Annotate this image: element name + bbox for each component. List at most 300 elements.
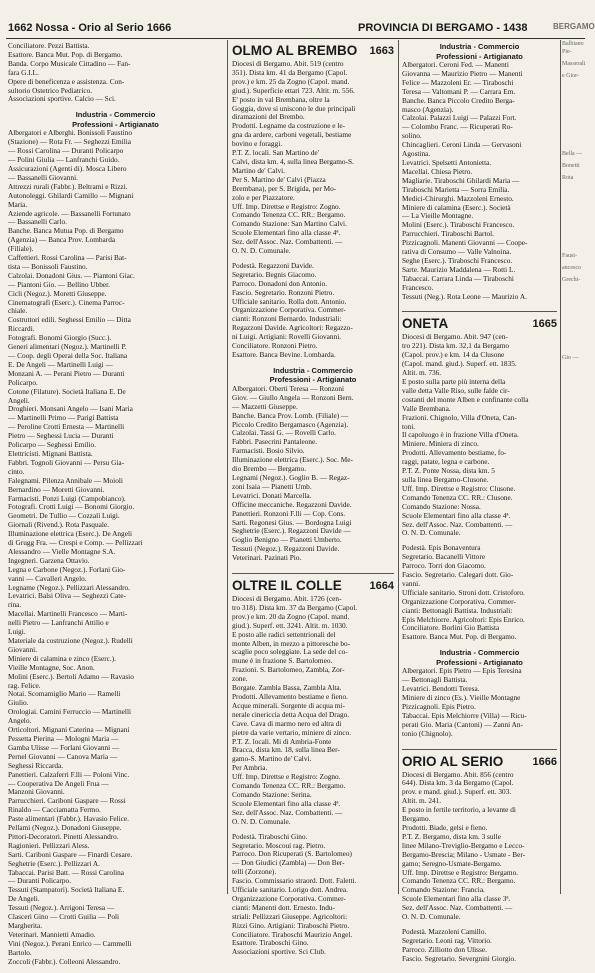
entry-line: Seghessi Riccarda.: [8, 760, 64, 770]
entry-line: Parroco. Zilliotto don Ulisse.: [402, 944, 487, 954]
entry-line: Seghetrie (Eserc.). Pellizzari A.: [8, 858, 100, 868]
entry-line: Sez. dell'Assoc. Naz. Combattenti. —: [402, 519, 513, 529]
entry-line: Levatrici. Donati Marcella.: [232, 490, 312, 500]
entry-line: Cave. Cava di marmo nero ed altra di: [232, 718, 342, 728]
entry-line: (Stazione) — Rota Fr. — Seghezzi Emilia: [8, 137, 132, 147]
entry-line: Paste alimentari (Fabbr.). Havasio Felice.: [8, 814, 129, 824]
entry-line: Orologiai. Camini Ferruccio — Martinelli: [8, 707, 132, 717]
entry-line: Zoccoli (Fabbr.). Colleoni Alessandro.: [8, 956, 121, 966]
entry-line: Albergatori e Alberghi. Bonissoli Faustino: [8, 128, 132, 138]
entry-line: Tessuti (Negoz.). Arrigoni Teresa —: [8, 903, 115, 913]
entry-line: De Angeli.: [8, 894, 40, 904]
entry-line: Albergatori. Oberti Teresa — Ronzoni: [232, 383, 345, 393]
town-number: 1664: [369, 580, 394, 593]
entry-line: Podestà. Mazzoleni Camillo.: [402, 926, 487, 936]
entry-line: di Grugg Fra. — Crespi e Comp. — Pellizzari: [8, 538, 143, 548]
entry-line: Tiraboschi Marietta — Sorra Emilia.: [402, 184, 510, 194]
entry-line: monte Alben, in mezzo a pittoresche bo-: [232, 638, 351, 648]
town-number: 1665: [532, 318, 557, 331]
entry-line: Pellami (Negoz.). Donadoni Giuseppe.: [8, 823, 122, 833]
entry-line: Prodotti. Biade, gelsi e fieno.: [402, 822, 488, 832]
entry-line: Droghieri. Monsani Angelo — Isani Maria: [8, 404, 133, 414]
paragraph-gap: [232, 563, 394, 569]
town-name: OLTRE IL COLLE: [232, 578, 342, 594]
entry-line: E posto alle radici settentrionali del: [232, 629, 336, 639]
entry-line: 644). Dista km. 3 da Bergamo (Capol.: [402, 778, 514, 788]
entry-line: Uff. Imp. Direttse e Registro: Bergamo.: [402, 867, 519, 877]
section-heading: Professioni - Artigianato: [269, 375, 357, 385]
entry-line: Legna e Carbone (Negoz.). Forlani Gio-: [8, 564, 126, 574]
entry-line: Tessuti (Negoz.). Regazzoni Davide.: [232, 544, 340, 554]
column-divider: [227, 40, 228, 894]
entry-line: Scuole Elementari fino alla classe 4ª.: [402, 510, 511, 520]
running-head-left: 1662 Nossa - Orio al Serio 1666: [8, 22, 172, 34]
entry-line: cianti: Manenti dott. Ernesto. Indu-: [232, 902, 335, 912]
town-number: 1663: [369, 45, 394, 57]
entry-line: Uff. Imp. Direttse e Registro: Clusone.: [402, 483, 516, 493]
entry-line: Banche. Banca Prov. Lomb. (Filiale) —: [232, 410, 349, 420]
entry-line: gamo-S. Martino de' Calvi.: [232, 754, 312, 764]
entry-line: Comando Stazione: San Martino Calvi.: [232, 219, 347, 229]
entry-line: Legname (Negoz.). Pellizzari Alessandro.: [8, 582, 130, 592]
entry-line: Farmacisti. Ponzi Luigi (Campobianco).: [8, 493, 126, 503]
entry-line: Frazioni. Chignolo, Villa d'Oneta, Can-: [402, 412, 517, 422]
column-3: [402, 42, 557, 963]
entry-line: Illuminazione elettrica (Eserc.). De Angeli: [8, 529, 132, 539]
entry-line: Fabbri. Pasecrini Pantaleone.: [232, 437, 318, 447]
entry-line: Bracca, dista km. 18, sulla linea Ber-: [232, 745, 340, 755]
entry-line: Falegnami. Pilenza Annibale — Moioli: [8, 475, 123, 485]
entry-line: E. De Angeli — Martinelli Luigi —: [8, 359, 113, 369]
entry-line: Cinematografi (Eserc.). Cinema Parroc-: [8, 297, 125, 307]
entry-line: (Agenzia) — Banca Prov. Lombarda: [8, 235, 116, 245]
section-heading: Professioni - Artigianato: [436, 657, 523, 667]
entry-line: Goglio Benigno — Pianetti Umberto.: [232, 535, 342, 545]
entry-line: telli (Zorzone).: [232, 867, 277, 877]
entry-line: Giornali (Rivend.). Rota Pasquale.: [8, 520, 109, 530]
entry-line: prov. e mand. giud.). Superf. ett. 303.: [402, 787, 512, 797]
section-heading: Industria - Commercio: [439, 42, 520, 51]
entry-line: Podestà. Tiraboschi Gino.: [232, 831, 308, 841]
entry-line: sultorio Ostetrico Pediatrico.: [8, 85, 93, 95]
town-number: 1666: [532, 755, 557, 768]
entry-line: Seghe (Eserc.). Tiraboschi Francesco.: [402, 255, 513, 265]
entry-line: Giulio.: [8, 698, 29, 708]
entry-line: Angeli.: [8, 395, 30, 405]
entry-line: Giovanni.: [8, 644, 37, 654]
entry-line: Comando Tenenza CC. RR.: Bergamo.: [232, 210, 346, 220]
entry-line: bovino e foraggi.: [232, 139, 283, 149]
entry-line: (Capol. mand. giud.). Superf. ett. 1835.: [402, 359, 517, 369]
entry-line: striali: Pellizzari Giuseppe. Agricoltori:: [232, 911, 348, 921]
entry-line: Valle Brembana.: [402, 403, 451, 413]
entry-line: tro 221). Dista km. 32,1 da Bergamo: [402, 341, 510, 351]
entry-line: Pernel Giovanni — Canova Maria —: [8, 751, 118, 761]
entry-line: Clasceri Gino — Crotti Guilia — Poli: [8, 912, 120, 922]
entry-line: Vieille Montagne, Soc. Anon.: [8, 662, 95, 672]
paragraph-gap: [232, 957, 394, 963]
entry-line: Prodotti. Legname da costruzione e le-: [232, 121, 346, 131]
entry-line: Giovanna — Maurizio Pietro — Manenti: [402, 68, 523, 78]
page-edge-divider: [560, 40, 561, 894]
entry-line: linee Milano-Treviglio-Bergamo e Lecco-: [402, 840, 525, 850]
entry-line: valle detta Valle Riso, sulle falde cir-: [402, 385, 510, 395]
entry-line: (Filiale).: [8, 244, 34, 254]
entry-line: vanni — Cavalleri Angelo.: [8, 573, 87, 583]
page-header: [0, 0, 595, 34]
entry-line: Bartolo.: [8, 947, 32, 957]
entry-line: Ragionieri. Pellizzari Aless.: [8, 840, 90, 850]
entry-line: Alessandro — Vielle Montagne S.A.: [8, 546, 116, 556]
entry-line: Panettieri. Ronzoni F.lli — Cop. Cons.: [232, 508, 346, 518]
town-heading: [402, 753, 557, 771]
entry-line: Materiale da costruzione (Negoz.). Rudelli: [8, 636, 133, 645]
entry-line: Banda. Corpo Musicale Cittadino — Fan-: [8, 58, 131, 68]
entry-line: scaglie poco soleggiate. La sede del co-: [232, 647, 348, 657]
entry-line: Podestà. Epis Bonaventura: [402, 543, 481, 553]
entry-line: Calzolai. Palazzi Luigi — Palazzi Fort.: [402, 113, 517, 123]
entry-line: gna da ardere, carboni vegetali, bestiame: [232, 130, 352, 140]
entry-line: giud.). Superficie ettari 723. Altit. m. 556.: [232, 85, 355, 95]
entry-line: — Peroline Crotti Ernesta — Martinelli: [8, 422, 125, 432]
entry-line: vanni.: [402, 578, 421, 588]
entry-line: Costruttori edili. Seghessi Emilio — Ditta: [8, 315, 131, 325]
entry-line: O. N. D. Comunale.: [232, 246, 291, 256]
entry-line: O. N. D. Comunale.: [402, 912, 461, 922]
entry-line: Fascio. Segretario. Ronzoni Pietro.: [232, 287, 335, 297]
entry-line: Esattore. Banca Bevine. Lombarda.: [232, 350, 336, 359]
entry-line: Goggia, dove si uniscono le due principali: [232, 103, 356, 113]
entry-line: Veterinari. Pazinati Pio.: [232, 553, 302, 563]
entry-line: Manzoni Giovanni.: [8, 787, 65, 797]
entry-line: diramazioni del Brembo.: [232, 112, 305, 122]
entry-line: prov.) e km. 25 da Zogno (Capol. mand.: [232, 76, 350, 86]
entry-line: Comando Tenenza CC. RR.: Clusone.: [402, 492, 513, 502]
section-heading: Industria - Commercio: [439, 648, 520, 658]
entry-line: Brembana), per S. Brigida, per Mo-: [232, 183, 337, 193]
entry-line: — Coop. degli Operai della Soc. Italiana: [8, 351, 128, 360]
adjacent-page-text: Grechi-: [562, 277, 581, 283]
adjacent-page-text: ancesco: [562, 265, 581, 271]
entry-line: Molini (Eserc.). Tiraboschi Francesco.: [402, 220, 515, 230]
entry-line: zone.: [232, 674, 248, 684]
entry-line: raggi, patate, legna e carbone.: [402, 457, 490, 467]
entry-line: Macellai. Chiesa Pietro.: [402, 166, 473, 176]
entry-line: Albergatori. Epis Pietro — Epis Teresina: [402, 666, 522, 676]
entry-line: Associazioni sportive. Calcio — Sci.: [8, 94, 116, 104]
entry-line: Comando Stazione: Serina.: [232, 789, 312, 799]
adjacent-page-text: Bella —: [562, 151, 583, 157]
entry-line: Agostina.: [402, 149, 431, 159]
entry-line: Per S. Martino de' Calvi (Piazza: [232, 174, 326, 184]
entry-line: Rizzi Gino. Artigiani: Tiraboschi Pietro.: [232, 920, 350, 930]
town-name: OLMO AL BREMBO: [232, 43, 358, 58]
entry-line: mune è in frazione S. Bartolomeo.: [232, 656, 333, 666]
entry-line: Frazioni. S. Bartolomeo, Zambla, Zor-: [232, 665, 345, 675]
entry-line: — Bassanelli Carlo.: [8, 217, 67, 227]
entry-line: Albergatori. Ceroni Fed. — Manenti: [402, 60, 509, 69]
entry-line: masco (Agenzia).: [402, 104, 454, 114]
entry-line: rativa di Consumo — Valle Valnoina.: [402, 247, 512, 257]
adjacent-page-text: Masserali: [562, 61, 586, 67]
entry-line: Gamba Ulisse — Forlani Giovanni —: [8, 742, 120, 752]
entry-line: Parrucchieri. Tiraboschi Bartol.: [402, 229, 495, 239]
town-name: ONETA: [402, 316, 449, 332]
entry-line: Scuole Elementari fino alla classe 3ª.: [402, 894, 511, 904]
entry-line: Maria.: [8, 199, 28, 209]
entry-line: Segretario. Moscoui rag. Pietro.: [232, 840, 326, 850]
entry-line: O. N. D. Comunale.: [402, 528, 461, 538]
entry-line: Cicli (Negoz.). Moretti Giuseppe.: [8, 288, 107, 298]
entry-line: Epis Melchiorre. Agricoltori: Epis Enrico.: [402, 614, 525, 624]
entry-line: Organizzazione Corporativa. Commer-: [402, 596, 516, 606]
entry-line: chiale.: [8, 306, 28, 316]
paragraph-gap: [402, 301, 557, 307]
entry-line: Monzani A. — Perani Pietro — Duranti: [8, 368, 125, 378]
entry-line: Sarti. Cariboni Gaspare — Finardi Cesare.: [8, 849, 133, 859]
entry-line: Elettricisti. Mignani Battista.: [8, 448, 93, 458]
entry-line: Magliarie. Tiraboschi Ghilardi Maria —: [402, 175, 520, 185]
entry-line: cinto.: [8, 466, 25, 476]
entry-line: Officine meccaniche. Regazzoni Davide.: [232, 499, 352, 509]
entry-line: Tabaccai. Parisi Batt. — Rossi Carolina: [8, 867, 125, 877]
entry-line: Francesco.: [402, 282, 434, 292]
entry-line: Conciliatore. Borlini Gio Battista: [402, 623, 500, 633]
entry-line: (Capol. prov.) e km. 14 da Clusone: [402, 350, 505, 360]
entry-line: Banche. Banca Piccolo Credito Berga-: [402, 95, 515, 105]
entry-line: Fascio. Commissario straord. Dott. Faletti.: [232, 876, 357, 886]
entry-line: Parroco. Don Ricuperati (S. Bartolomeo): [232, 849, 352, 859]
entry-line: Esattore. Banca Mut. Pop. di Bergamo.: [8, 49, 123, 59]
entry-line: Scuole Elementari fino alla classe 4ª.: [232, 798, 341, 808]
entry-line: P.T. Z. locali. Mi di Ambria-Fonte: [232, 736, 332, 746]
column-2: [232, 42, 394, 957]
entry-line: Prodotti. Allevamento bestiame e fieno.: [232, 692, 348, 701]
entry-line: — Rossi Carolina — Duranti Policarpo: [8, 146, 124, 156]
entry-line: — La Vieille Montagne.: [402, 211, 474, 221]
entry-line: Ufficiale sanitario. Rolla dott. Antonio.: [232, 296, 347, 306]
entry-line: Geometri. De Tullio — Cozzali Luigi.: [8, 511, 120, 521]
entry-line: Caffettieri. Rossi Carolina — Parisi Bat-: [8, 253, 127, 263]
entry-line: cianti: Ronzoni Bernardo. Industriali:: [232, 314, 342, 324]
entry-line: Podestà. Regazzoni Davide.: [232, 260, 314, 270]
entry-line: Comando Tenenza CC. RR.: Bergamo.: [402, 876, 516, 886]
section-rule: [402, 749, 557, 750]
entry-line: tonio (Chignolo).: [402, 728, 453, 738]
entry-line: zoni Isaia — Pianetti Umb.: [232, 481, 312, 491]
entry-line: Comando Stazione: Francia.: [402, 885, 485, 895]
entry-line: pietre da varie vertario, miniere di zinco.: [232, 727, 352, 737]
entry-line: Miniere. Miniera di zinco.: [402, 439, 479, 449]
section-heading: Industria - Commercio: [75, 110, 156, 120]
entry-line: Attrezzi rurali (Fabbr.). Beltrami e Rizzi.: [8, 181, 128, 191]
entry-line: Acque minerali. Sorgente di acqua mi-: [232, 700, 345, 710]
entry-line: Calvi, dista km. 4, sulla linea Bergamo-S.: [232, 156, 354, 166]
entry-line: Miniere di zinco (Es.). Vieille Montagne: [402, 693, 521, 702]
entry-line: Sarte. Maurizio Maddalena — Rotti L.: [402, 264, 516, 274]
entry-line: 351). Dista km. 41 da Bergamo (Capol.: [232, 67, 348, 77]
entry-line: Organizzazione Corporativa. Commer-: [232, 893, 346, 903]
adjacent-page-strip: [562, 40, 591, 894]
entry-line: O. N. D. Comunale.: [232, 816, 291, 826]
entry-line: prov.) e km. 20 da Zogno (Capol. mand.: [232, 611, 350, 621]
entry-line: Fotografi. Bonomi Giorgio (Succ.).: [8, 333, 112, 343]
adjacent-page-text: Faust-: [562, 253, 577, 259]
entry-line: gamo; Seregno-Usmate-Bergamo.: [402, 858, 502, 868]
entry-line: Veterinari. Mannietti Amadio.: [8, 929, 96, 939]
town-heading: [232, 577, 394, 595]
entry-line: fara G.I.L.: [8, 67, 39, 77]
entry-line: Seghetrie (Eserc.). Regazzoni Davide —: [232, 526, 351, 536]
adjacent-page-text: e Gior-: [562, 73, 580, 79]
entry-line: E posto sulla parte più interna della: [402, 377, 506, 386]
entry-line: Borgate. Zambla Bassa, Zambla Alta.: [232, 683, 342, 693]
entry-line: nerale cinericcia detta Acqua del Drago.: [232, 709, 350, 719]
entry-line: — Colombo Franc. — Ricuperati Ro-: [402, 122, 513, 132]
entry-line: Molini (Eserc.). Bertoli Adamo — Ravasio: [8, 671, 134, 681]
entry-line: — Bettonagli Battista.: [402, 675, 468, 685]
entry-line: nelli Pietro — Lanfranchi Attilio e: [8, 618, 109, 628]
entry-line: Ufficiale sanitario. Lorigo dott. Andrea.: [232, 885, 348, 895]
entry-line: Angelo.: [8, 716, 32, 726]
entry-line: Organizzazione Corporativa. Commer-: [232, 305, 346, 315]
entry-line: Pietro — Seghessi Lucia — Duranti: [8, 431, 114, 441]
section-rule: [232, 573, 394, 574]
entry-line: Pessetta Pierina — Mologni Maria —: [8, 733, 119, 743]
entry-line: Fabbri. Tognoli Giovanni — Persu Gia-: [8, 457, 125, 467]
entry-line: Policarpo.: [8, 377, 38, 387]
entry-line: Altit. m. 241.: [402, 796, 442, 806]
entry-line: Segretario. Bacanelli Vittore: [402, 552, 486, 562]
entry-line: Tessuti (Neg.). Rota Leone — Maurizio A.: [402, 291, 527, 301]
entry-line: Esattore. Tiraboschi Gino.: [232, 938, 309, 948]
entry-line: Il capoluogo è in frazione Villa d'Oneta.: [402, 430, 519, 440]
column-divider: [398, 40, 399, 894]
section-heading: Professioni - Artigianato: [436, 51, 523, 61]
entry-line: — Bassanelli Giovanni.: [8, 172, 78, 182]
entry-line: Opere di beneficenza e assistenza. Con-: [8, 76, 125, 86]
entry-line: Sez. dell'Assoc. Naz. Combattenti. —: [232, 807, 343, 817]
entry-line: Segretario. Begnis Giacomo.: [232, 269, 317, 279]
section-rule: [402, 311, 557, 312]
entry-line: Piccolo Credito Bergamasco (Agenzia).: [232, 419, 349, 429]
entry-line: zolo e per Piazzatore.: [232, 192, 295, 202]
entry-line: Vini (Negoz.). Perani Enrico — Cammelli: [8, 938, 132, 948]
entry-line: Felice — Mazzoleni Er. — Tiraboschi: [402, 77, 514, 87]
entry-line: Bergamo-Brescia; Milano - Usmate - Ber-: [402, 849, 526, 859]
entry-line: Ufficiale sanitario. Stroni dott. Cristoforo.: [402, 587, 525, 597]
entry-line: Luigi.: [8, 627, 26, 637]
entry-line: Diocesi di Bergamo. Abit. 947 (cen-: [402, 332, 508, 342]
entry-line: Illuminazione elettrica (Eserc.). Soc. Me-: [232, 455, 353, 465]
entry-line: — Mazzetti Giuseppe.: [232, 401, 298, 411]
entry-line: Ingegneri. Garzena Ottavio.: [8, 555, 90, 565]
entry-line: perati Gio. Maria (Cantoni) — Zanni An-: [402, 719, 523, 729]
running-head-right: PROVINCIA DI BERGAMO - 1438: [358, 22, 528, 34]
entry-line: Sez. dell'Assoc. Naz. Combattenti. —: [402, 903, 513, 913]
paragraph-gap: [402, 739, 557, 745]
entry-line: Margherita.: [8, 921, 43, 930]
entry-line: Chincaglieri. Ceroni Linda — Gervasoni: [402, 140, 522, 150]
entry-line: Miniere di calamina (Eserc.). Società: [402, 202, 511, 212]
section-heading: Professioni - Artigianato: [72, 119, 159, 129]
entry-line: Generi alimentari (Negoz.). Martinelli P.: [8, 342, 127, 352]
entry-line: Teresa — Valtomani P. — Carrara Em.: [402, 86, 516, 96]
entry-line: Regazzoni Davide. Agricoltori: Regazzo-: [232, 323, 353, 333]
adjacent-page-text: Gio —: [562, 355, 579, 361]
entry-line: Diocesi di Bergamo. Abit. 1726 (cen-: [232, 594, 342, 604]
entry-line: giud.). Superf. ett. 3241. Altit. m. 1030.: [232, 620, 348, 630]
town-heading: [402, 315, 557, 333]
town-name: ORIO AL SERIO: [402, 753, 504, 769]
entry-line: Comando Tenenza CC. RR.: Bergamo.: [232, 781, 346, 791]
entry-line: Fotografi. Crotti Luigi — Bonomi Giorgio.: [8, 502, 135, 512]
paragraph-gap: [402, 964, 557, 970]
entry-line: Miniere di calamina e zinco (Eserc.).: [8, 653, 116, 663]
entry-line: — Don Giudici (Zambla) — Don Ber-: [232, 858, 345, 868]
entry-line: Tessuti (Stampatori). Società Italiana E.: [8, 885, 125, 895]
entry-line: Rinaldo — Cacciamatta Fermo.: [8, 805, 101, 815]
entry-line: Prodotti. Allevamento bestiame, fo-: [402, 448, 507, 458]
entry-line: Uff. Imp. Direttse e Registro: Zogno.: [232, 772, 341, 782]
entry-line: Parrucchieri. Cariboni Gaspare — Rossi: [8, 796, 126, 806]
entry-line: Altit. m. 736.: [402, 368, 442, 378]
entry-line: dio Brembo — Bergamo.: [232, 464, 307, 474]
paragraph-gap: [8, 967, 223, 973]
entry-line: rina.: [8, 600, 22, 610]
entry-line: Scuole Elementari fino alla classe 4ª.: [232, 228, 341, 238]
entry-line: Comando Stazione: Nossa.: [402, 501, 481, 511]
entry-line: Tabaccai. Epis Melchiorre (Villa) — Ricu-: [402, 710, 527, 720]
entry-line: Conciliatore. Pezzi Battista.: [8, 41, 90, 50]
entry-line: Orticoltori. Mignani Caterina — Mignani: [8, 725, 130, 735]
entry-line: Parroco. Torri don Giacomo.: [402, 561, 486, 571]
entry-line: Macellai. Martinelli Francesco — Marti-: [8, 609, 128, 619]
entry-line: Martino de' Calvi.: [232, 165, 285, 175]
town-heading: [232, 42, 394, 60]
entry-line: rag. Felice.: [8, 680, 41, 690]
entry-line: Banche. Banca Mutua Pop. di Bergamo: [8, 226, 124, 236]
entry-line: Levatrici. Balsi Oliva — Seghezzi Cate-: [8, 591, 126, 601]
entry-line: Diocesi di Bergamo. Abit. 856 (centro: [402, 769, 514, 779]
entry-line: — Cooperativa De Angeli Frua —: [8, 778, 109, 788]
entry-line: Fascio. Segretario. Calegari dott. Gio-: [402, 570, 514, 580]
entry-line: Calzolai. Donadoni Gius. — Piantoni Giac.: [8, 270, 135, 280]
entry-line: Giov. — Giullo Angela — Ronzoni Bern.: [232, 392, 354, 402]
entry-line: Sez. dell'Assoc. Naz. Combattenti. —: [232, 237, 343, 247]
entry-line: — Martinelli Primo — Parigi Battista: [8, 413, 119, 423]
entry-line: Segretario. Leoni rag. Vittorio.: [402, 935, 492, 945]
entry-line: Panettieri. Calzaferri F.lli — Poloni Vinc.: [8, 769, 130, 779]
entry-line: Bergamo.: [402, 814, 431, 824]
entry-line: Medici-Chirurghi. Mazzoleni Ernesto.: [402, 193, 514, 203]
adjacent-page-text: Balbiano Pie-: [562, 41, 584, 55]
entry-line: Per Ambria.: [232, 763, 268, 773]
entry-line: Conciliatore. Tiraboschi Maurizio Angel.: [232, 929, 353, 939]
entry-line: — Polini Giulia — Lanfranchi Guido.: [8, 155, 120, 165]
entry-line: Bernardino — Moretti Giovanni.: [8, 484, 105, 494]
entry-line: Conciliatore. Ronzoni Pietro.: [232, 341, 318, 351]
entry-line: tista — Bonissoli Faustino.: [8, 261, 88, 271]
entry-line: Sarti. Regonesi Gius. — Bordogna Luigi: [232, 517, 352, 527]
entry-line: Associazioni sportive. Sci Club.: [232, 947, 326, 957]
entry-line: sulla linea Bergamo-Clusone.: [402, 474, 489, 484]
header-rule: [6, 38, 585, 39]
entry-line: solino.: [402, 131, 422, 141]
entry-line: tro 318). Dista km. 37 da Bergamo (Capol.: [232, 602, 358, 612]
entry-line: Cotone (Filature). Società Italiana E. De: [8, 386, 126, 396]
entry-line: Diocesi di Bergamo. Abit. 519 (centro: [232, 59, 344, 68]
